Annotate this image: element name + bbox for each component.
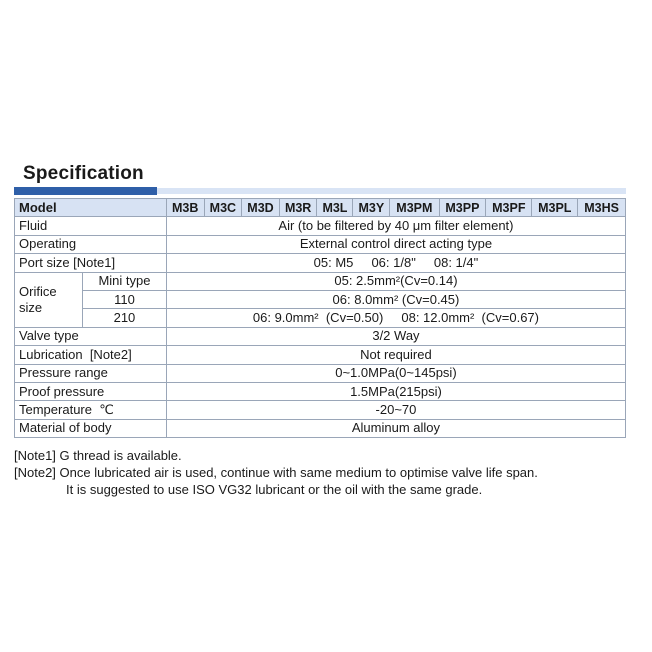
model-m3d: M3D xyxy=(242,199,280,217)
orifice-label-line2: size xyxy=(19,299,43,315)
row-label: Temperature ℃ xyxy=(15,401,167,419)
note-2-line-1: [Note2] Once lubricated air is used, continue with same medium to optimise valve life span. xyxy=(14,465,538,480)
table-row xyxy=(15,235,626,253)
title-underline-accent xyxy=(14,187,157,195)
row-value: External control direct acting type xyxy=(166,235,625,253)
model-m3c: M3C xyxy=(204,199,242,217)
row-label: Fluid xyxy=(15,217,167,235)
table-row xyxy=(15,254,626,272)
row-label: Proof pressure xyxy=(15,382,167,400)
model-m3hs: M3HS xyxy=(578,199,626,217)
model-m3pm: M3PM xyxy=(390,199,439,217)
orifice-size-label xyxy=(15,272,83,327)
orifice-sub-label: 210 xyxy=(83,309,167,327)
table-row xyxy=(15,272,626,290)
table-row xyxy=(15,327,626,345)
row-value: 3/2 Way xyxy=(166,327,625,345)
row-value: 06: 8.0mm² (Cv=0.45) xyxy=(166,290,625,308)
table-row xyxy=(15,401,626,419)
model-m3pp: M3PP xyxy=(439,199,486,217)
row-value: Aluminum alloy xyxy=(166,419,625,437)
model-m3pl: M3PL xyxy=(532,199,578,217)
orifice-sub-label: Mini type xyxy=(83,272,167,290)
table-row xyxy=(15,309,626,327)
row-value: 06: 9.0mm² (Cv=0.50) 08: 12.0mm² (Cv=0.67) xyxy=(166,309,625,327)
table-header-row xyxy=(15,199,626,217)
model-m3pf: M3PF xyxy=(486,199,532,217)
row-label: Lubrication [Note2] xyxy=(15,346,167,364)
table-row xyxy=(15,382,626,400)
model-m3r: M3R xyxy=(279,199,317,217)
table-row xyxy=(15,364,626,382)
table-row xyxy=(15,419,626,437)
page-title: Specification xyxy=(23,163,144,184)
orifice-sub-label: 110 xyxy=(83,290,167,308)
model-header: Model xyxy=(15,199,167,217)
row-label: Operating xyxy=(15,235,167,253)
row-value: -20~70 xyxy=(166,401,625,419)
model-m3l: M3L xyxy=(317,199,353,217)
model-m3y: M3Y xyxy=(353,199,390,217)
row-label: Port size [Note1] xyxy=(15,254,167,272)
row-label: Valve type xyxy=(15,327,167,345)
notes xyxy=(14,447,538,498)
row-value: 1.5MPa(215psi) xyxy=(166,382,625,400)
row-value: 0~1.0MPa(0~145psi) xyxy=(166,364,625,382)
row-value: Air (to be filtered by 40 μm filter element) xyxy=(166,217,625,235)
row-label: Pressure range xyxy=(15,364,167,382)
orifice-label-line1: Orifice xyxy=(19,283,57,299)
row-value: 05: 2.5mm²(Cv=0.14) xyxy=(166,272,625,290)
specification-table xyxy=(14,198,626,438)
note-1: [Note1] G thread is available. xyxy=(14,448,182,463)
model-m3b: M3B xyxy=(166,199,204,217)
row-value: Not required xyxy=(166,346,625,364)
table-row xyxy=(15,346,626,364)
row-value: 05: M5 06: 1/8" 08: 1/4" xyxy=(166,254,625,272)
table-row xyxy=(15,290,626,308)
row-label: Material of body xyxy=(15,419,167,437)
note-2-line-2: It is suggested to use ISO VG32 lubricant or the oil with the same grade. xyxy=(66,482,483,497)
table-row xyxy=(15,217,626,235)
